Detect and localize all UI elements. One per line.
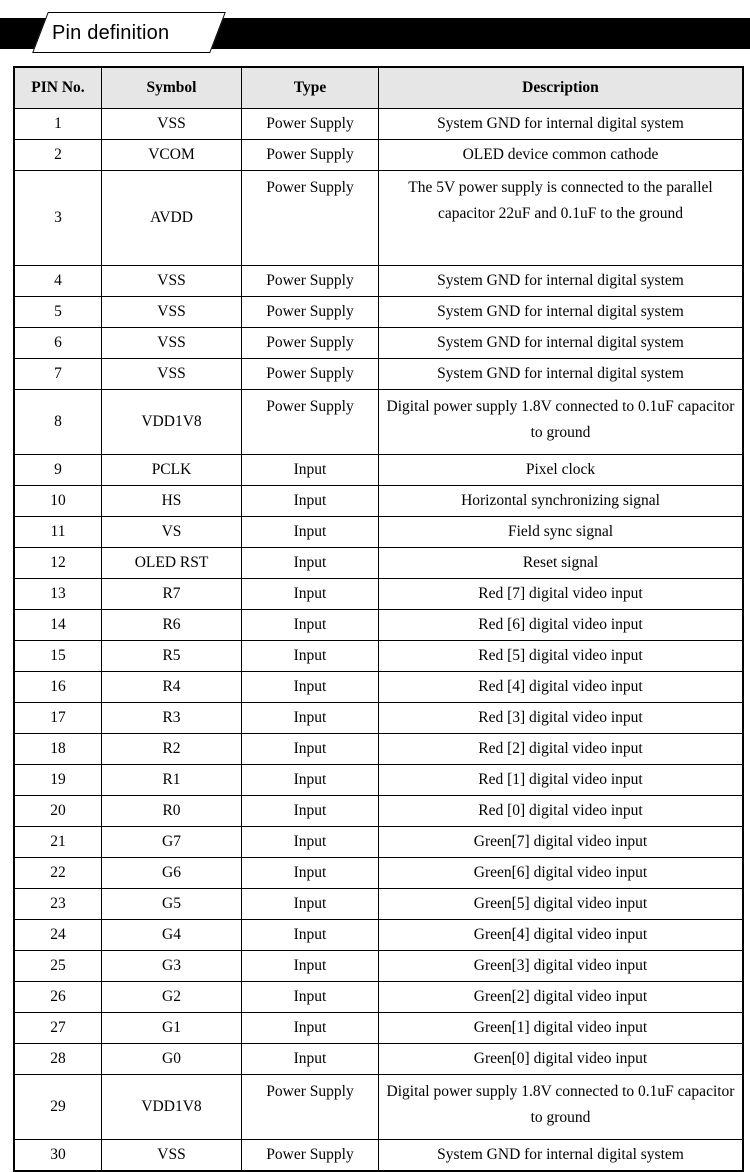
cell-type — [242, 858, 379, 889]
cell-description-text: Pixel clock — [525, 461, 596, 478]
cell-pin-no — [14, 858, 102, 889]
cell-symbol-text: R1 — [162, 771, 181, 788]
cell-pin-no — [14, 517, 102, 548]
pin-definition-table — [13, 66, 744, 1172]
cell-description-text: Red [0] digital video input — [478, 802, 643, 819]
cell-type-text: Input — [293, 1019, 327, 1036]
cell-symbol-text: R2 — [162, 740, 181, 757]
cell-type-text: Input — [293, 988, 327, 1005]
cell-description — [379, 328, 744, 359]
cell-pin-no — [14, 140, 102, 171]
cell-type — [242, 171, 379, 266]
cell-type-text: Input — [293, 895, 327, 912]
table-row — [14, 109, 743, 140]
cell-symbol — [102, 328, 242, 359]
cell-description-text: OLED device common cathode — [462, 146, 659, 163]
table-row — [14, 359, 743, 390]
cell-description-text: Red [6] digital video input — [478, 616, 643, 633]
cell-description — [379, 579, 744, 610]
cell-symbol — [102, 796, 242, 827]
cell-pin-no-text: 9 — [54, 461, 62, 478]
cell-pin-no — [14, 171, 102, 266]
cell-symbol-text: G7 — [162, 833, 181, 850]
cell-type-text: Input — [293, 616, 327, 633]
cell-pin-no — [14, 1044, 102, 1075]
column-header-symbol: Symbol — [102, 67, 242, 109]
cell-type — [242, 297, 379, 328]
cell-description-text: Green[3] digital video input — [473, 957, 648, 974]
table-row — [14, 827, 743, 858]
table-row — [14, 548, 743, 579]
cell-type-text: Input — [293, 492, 327, 509]
cell-type-text: Power Supply — [266, 365, 354, 382]
cell-pin-no — [14, 486, 102, 517]
cell-description — [379, 796, 744, 827]
cell-pin-no — [14, 359, 102, 390]
cell-type — [242, 1075, 379, 1140]
column-header-pin-no: PIN No. — [14, 67, 102, 109]
cell-pin-no — [14, 548, 102, 579]
cell-type-text: Input — [293, 864, 327, 881]
cell-symbol — [102, 610, 242, 641]
cell-symbol — [102, 858, 242, 889]
cell-type-text: Input — [293, 461, 327, 478]
cell-symbol-text: R7 — [162, 585, 181, 602]
cell-description-text: Green[7] digital video input — [473, 833, 648, 850]
cell-symbol-text: G2 — [162, 988, 181, 1005]
cell-type-text: Input — [293, 647, 327, 664]
cell-description — [379, 486, 744, 517]
cell-type-text: Power Supply — [266, 115, 354, 132]
cell-type — [242, 579, 379, 610]
cell-pin-no-text: 2 — [54, 146, 62, 163]
table-header-row — [14, 67, 743, 109]
cell-description — [379, 548, 744, 579]
cell-description — [379, 920, 744, 951]
table-row — [14, 1044, 743, 1075]
cell-symbol-text: AVDD — [150, 209, 193, 226]
cell-pin-no — [14, 455, 102, 486]
cell-symbol-text: G6 — [162, 864, 181, 881]
cell-type-text: Input — [293, 771, 327, 788]
cell-pin-no-text: 8 — [54, 413, 62, 430]
cell-pin-no — [14, 672, 102, 703]
cell-symbol-text: R0 — [162, 802, 181, 819]
cell-description-text: Red [5] digital video input — [478, 647, 643, 664]
cell-description-text: The 5V power supply is connected to the parallel capacitor 22uF and 0.1uF to the ground — [408, 179, 713, 222]
cell-description — [379, 982, 744, 1013]
cell-description — [379, 734, 744, 765]
cell-description — [379, 765, 744, 796]
cell-description — [379, 889, 744, 920]
cell-description-text: System GND for internal digital system — [437, 365, 684, 382]
cell-type — [242, 641, 379, 672]
cell-description-text: Green[6] digital video input — [473, 864, 648, 881]
cell-description — [379, 517, 744, 548]
cell-type-text: Power Supply — [266, 1083, 354, 1100]
cell-description-text: Field sync signal — [507, 523, 614, 540]
cell-description-text: Digital power supply 1.8V connected to 0.1uF capacitor to ground — [386, 1083, 735, 1126]
cell-symbol-text: VSS — [157, 365, 186, 382]
cell-symbol-text: VSS — [157, 334, 186, 351]
cell-description-text: Red [1] digital video input — [478, 771, 643, 788]
cell-pin-no-text: 20 — [50, 802, 66, 819]
cell-description-text: Horizontal synchronizing signal — [461, 492, 660, 509]
table-row — [14, 171, 743, 266]
cell-type-text: Power Supply — [266, 272, 354, 289]
table-row — [14, 610, 743, 641]
cell-symbol — [102, 517, 242, 548]
cell-symbol — [102, 1013, 242, 1044]
cell-pin-no — [14, 889, 102, 920]
cell-type — [242, 266, 379, 297]
cell-symbol — [102, 1075, 242, 1140]
cell-description — [379, 455, 744, 486]
cell-pin-no — [14, 1140, 102, 1172]
table-row — [14, 1140, 743, 1172]
cell-description — [379, 703, 744, 734]
cell-description-text: Reset signal — [522, 554, 599, 571]
cell-description — [379, 827, 744, 858]
cell-type-text: Input — [293, 523, 327, 540]
cell-type-text: Power Supply — [266, 398, 354, 415]
cell-description-text: Digital power supply 1.8V connected to 0.1uF capacitor to ground — [386, 398, 735, 441]
table-row — [14, 266, 743, 297]
table-row — [14, 1075, 743, 1140]
cell-type-text: Input — [293, 1050, 327, 1067]
cell-type-text: Power Supply — [266, 146, 354, 163]
cell-pin-no-text: 28 — [50, 1050, 66, 1067]
table-row — [14, 858, 743, 889]
cell-symbol-text: VDD1V8 — [141, 1098, 202, 1115]
cell-pin-no-text: 6 — [54, 334, 62, 351]
cell-type — [242, 734, 379, 765]
cell-description — [379, 1140, 744, 1172]
cell-symbol-text: G5 — [162, 895, 181, 912]
cell-description-text: Green[5] digital video input — [473, 895, 648, 912]
pin-definition-table-wrapper — [13, 66, 737, 1172]
cell-type — [242, 517, 379, 548]
cell-symbol — [102, 548, 242, 579]
cell-symbol-text: VSS — [157, 115, 186, 132]
table-row — [14, 328, 743, 359]
cell-type-text: Power Supply — [266, 334, 354, 351]
cell-symbol-text: G3 — [162, 957, 181, 974]
cell-type — [242, 672, 379, 703]
cell-type — [242, 827, 379, 858]
cell-type — [242, 359, 379, 390]
cell-description-text: System GND for internal digital system — [437, 303, 684, 320]
cell-pin-no — [14, 641, 102, 672]
cell-symbol — [102, 1044, 242, 1075]
table-header — [14, 67, 743, 109]
cell-description-text: Red [7] digital video input — [478, 585, 643, 602]
cell-pin-no-text: 17 — [50, 709, 66, 726]
table-row — [14, 297, 743, 328]
cell-symbol — [102, 109, 242, 140]
cell-type — [242, 548, 379, 579]
cell-symbol — [102, 140, 242, 171]
cell-symbol — [102, 455, 242, 486]
cell-description-text: System GND for internal digital system — [437, 1146, 684, 1163]
table-row — [14, 889, 743, 920]
cell-description-text: System GND for internal digital system — [437, 272, 684, 289]
cell-description — [379, 140, 744, 171]
cell-type-text: Power Supply — [266, 179, 354, 196]
cell-description-text: System GND for internal digital system — [437, 115, 684, 132]
cell-pin-no — [14, 765, 102, 796]
cell-symbol-text: HS — [161, 492, 182, 509]
table-row — [14, 486, 743, 517]
table-row — [14, 579, 743, 610]
table-row — [14, 140, 743, 171]
cell-pin-no-text: 19 — [50, 771, 66, 788]
cell-symbol-text: R3 — [162, 709, 181, 726]
cell-symbol — [102, 827, 242, 858]
cell-symbol — [102, 297, 242, 328]
cell-pin-no-text: 27 — [50, 1019, 66, 1036]
table-row — [14, 641, 743, 672]
cell-symbol — [102, 703, 242, 734]
cell-type — [242, 765, 379, 796]
cell-type-text: Input — [293, 802, 327, 819]
cell-description — [379, 171, 744, 266]
cell-pin-no — [14, 328, 102, 359]
cell-description — [379, 641, 744, 672]
cell-symbol — [102, 982, 242, 1013]
cell-pin-no-text: 21 — [50, 833, 66, 850]
cell-symbol-text: R4 — [162, 678, 181, 695]
cell-type — [242, 109, 379, 140]
cell-symbol-text: VS — [161, 523, 182, 540]
section-banner — [0, 0, 750, 66]
cell-symbol — [102, 920, 242, 951]
table-row — [14, 982, 743, 1013]
cell-description — [379, 672, 744, 703]
cell-type — [242, 1140, 379, 1172]
cell-pin-no-text: 4 — [54, 272, 62, 289]
cell-pin-no-text: 3 — [54, 209, 62, 226]
cell-description — [379, 1013, 744, 1044]
cell-description-text: Green[4] digital video input — [473, 926, 648, 943]
cell-symbol — [102, 486, 242, 517]
cell-symbol-text: VDD1V8 — [141, 413, 202, 430]
cell-pin-no-text: 25 — [50, 957, 66, 974]
cell-type — [242, 703, 379, 734]
cell-symbol-text: R5 — [162, 647, 181, 664]
cell-description — [379, 951, 744, 982]
cell-type — [242, 889, 379, 920]
cell-type — [242, 920, 379, 951]
cell-pin-no-text: 5 — [54, 303, 62, 320]
cell-pin-no-text: 24 — [50, 926, 66, 943]
cell-symbol — [102, 889, 242, 920]
cell-symbol — [102, 951, 242, 982]
cell-symbol — [102, 1140, 242, 1172]
cell-symbol — [102, 359, 242, 390]
cell-pin-no-text: 11 — [50, 523, 66, 540]
cell-symbol — [102, 266, 242, 297]
cell-type-text: Input — [293, 957, 327, 974]
cell-symbol-text: VSS — [157, 1146, 186, 1163]
cell-pin-no-text: 13 — [50, 585, 66, 602]
table-row — [14, 703, 743, 734]
cell-description-text: Red [3] digital video input — [478, 709, 643, 726]
cell-description — [379, 109, 744, 140]
cell-pin-no — [14, 920, 102, 951]
cell-description — [379, 858, 744, 889]
cell-pin-no-text: 16 — [50, 678, 66, 695]
cell-symbol-text: OLED RST — [134, 554, 209, 571]
cell-pin-no — [14, 610, 102, 641]
cell-pin-no — [14, 266, 102, 297]
cell-pin-no-text: 12 — [50, 554, 66, 571]
section-title: Pin definition — [52, 22, 170, 44]
cell-type-text: Input — [293, 833, 327, 850]
cell-description-text: Red [2] digital video input — [478, 740, 643, 757]
cell-description — [379, 297, 744, 328]
cell-symbol-text: G4 — [162, 926, 181, 943]
cell-description — [379, 1075, 744, 1140]
table-row — [14, 517, 743, 548]
table-row — [14, 951, 743, 982]
table-row — [14, 390, 743, 455]
cell-description — [379, 390, 744, 455]
cell-pin-no-text: 7 — [54, 365, 62, 382]
cell-pin-no — [14, 297, 102, 328]
table-row — [14, 765, 743, 796]
cell-symbol-text: VSS — [157, 272, 186, 289]
cell-pin-no — [14, 827, 102, 858]
cell-type — [242, 455, 379, 486]
cell-description-text: System GND for internal digital system — [437, 334, 684, 351]
cell-type — [242, 982, 379, 1013]
cell-pin-no-text: 14 — [50, 616, 66, 633]
cell-description — [379, 359, 744, 390]
column-header-type: Type — [242, 67, 379, 109]
table-row — [14, 920, 743, 951]
cell-type-text: Input — [293, 709, 327, 726]
cell-description — [379, 266, 744, 297]
cell-pin-no — [14, 390, 102, 455]
cell-pin-no — [14, 951, 102, 982]
cell-type-text: Power Supply — [266, 1146, 354, 1163]
cell-type — [242, 796, 379, 827]
cell-pin-no — [14, 579, 102, 610]
table-row — [14, 734, 743, 765]
cell-pin-no-text: 23 — [50, 895, 66, 912]
cell-pin-no-text: 10 — [50, 492, 66, 509]
cell-symbol — [102, 672, 242, 703]
cell-pin-no — [14, 703, 102, 734]
cell-pin-no-text: 30 — [50, 1146, 66, 1163]
cell-description-text: Green[2] digital video input — [473, 988, 648, 1005]
cell-symbol-text: PCLK — [151, 461, 192, 478]
cell-symbol — [102, 734, 242, 765]
table-body — [14, 109, 743, 1172]
cell-pin-no-text: 18 — [50, 740, 66, 757]
cell-pin-no-text: 26 — [50, 988, 66, 1005]
cell-type-text: Power Supply — [266, 303, 354, 320]
cell-pin-no — [14, 796, 102, 827]
cell-pin-no — [14, 1013, 102, 1044]
cell-type — [242, 486, 379, 517]
cell-type — [242, 951, 379, 982]
cell-symbol — [102, 579, 242, 610]
table-row — [14, 796, 743, 827]
cell-symbol-text: G1 — [162, 1019, 181, 1036]
cell-symbol — [102, 641, 242, 672]
cell-type-text: Input — [293, 740, 327, 757]
cell-symbol — [102, 765, 242, 796]
cell-pin-no — [14, 982, 102, 1013]
cell-symbol-text: G0 — [162, 1050, 181, 1067]
cell-description — [379, 610, 744, 641]
table-row — [14, 1013, 743, 1044]
cell-description-text: Green[1] digital video input — [473, 1019, 648, 1036]
cell-type — [242, 1044, 379, 1075]
cell-pin-no-text: 1 — [54, 115, 62, 132]
cell-type — [242, 328, 379, 359]
cell-type — [242, 610, 379, 641]
cell-symbol-text: VCOM — [148, 146, 195, 163]
cell-description-text: Red [4] digital video input — [478, 678, 643, 695]
cell-pin-no-text: 22 — [50, 864, 66, 881]
cell-type — [242, 390, 379, 455]
cell-pin-no — [14, 109, 102, 140]
cell-type — [242, 140, 379, 171]
cell-type — [242, 1013, 379, 1044]
cell-symbol-text: R6 — [162, 616, 181, 633]
cell-description — [379, 1044, 744, 1075]
table-row — [14, 455, 743, 486]
cell-description-text: Green[0] digital video input — [473, 1050, 648, 1067]
cell-type-text: Input — [293, 585, 327, 602]
cell-pin-no — [14, 1075, 102, 1140]
cell-symbol — [102, 171, 242, 266]
cell-type-text: Input — [293, 678, 327, 695]
cell-type-text: Input — [293, 926, 327, 943]
cell-pin-no-text: 15 — [50, 647, 66, 664]
table-row — [14, 672, 743, 703]
cell-pin-no-text: 29 — [50, 1098, 66, 1115]
column-header-description: Description — [379, 67, 744, 109]
cell-type-text: Input — [293, 554, 327, 571]
cell-pin-no — [14, 734, 102, 765]
cell-symbol — [102, 390, 242, 455]
cell-symbol-text: VSS — [157, 303, 186, 320]
